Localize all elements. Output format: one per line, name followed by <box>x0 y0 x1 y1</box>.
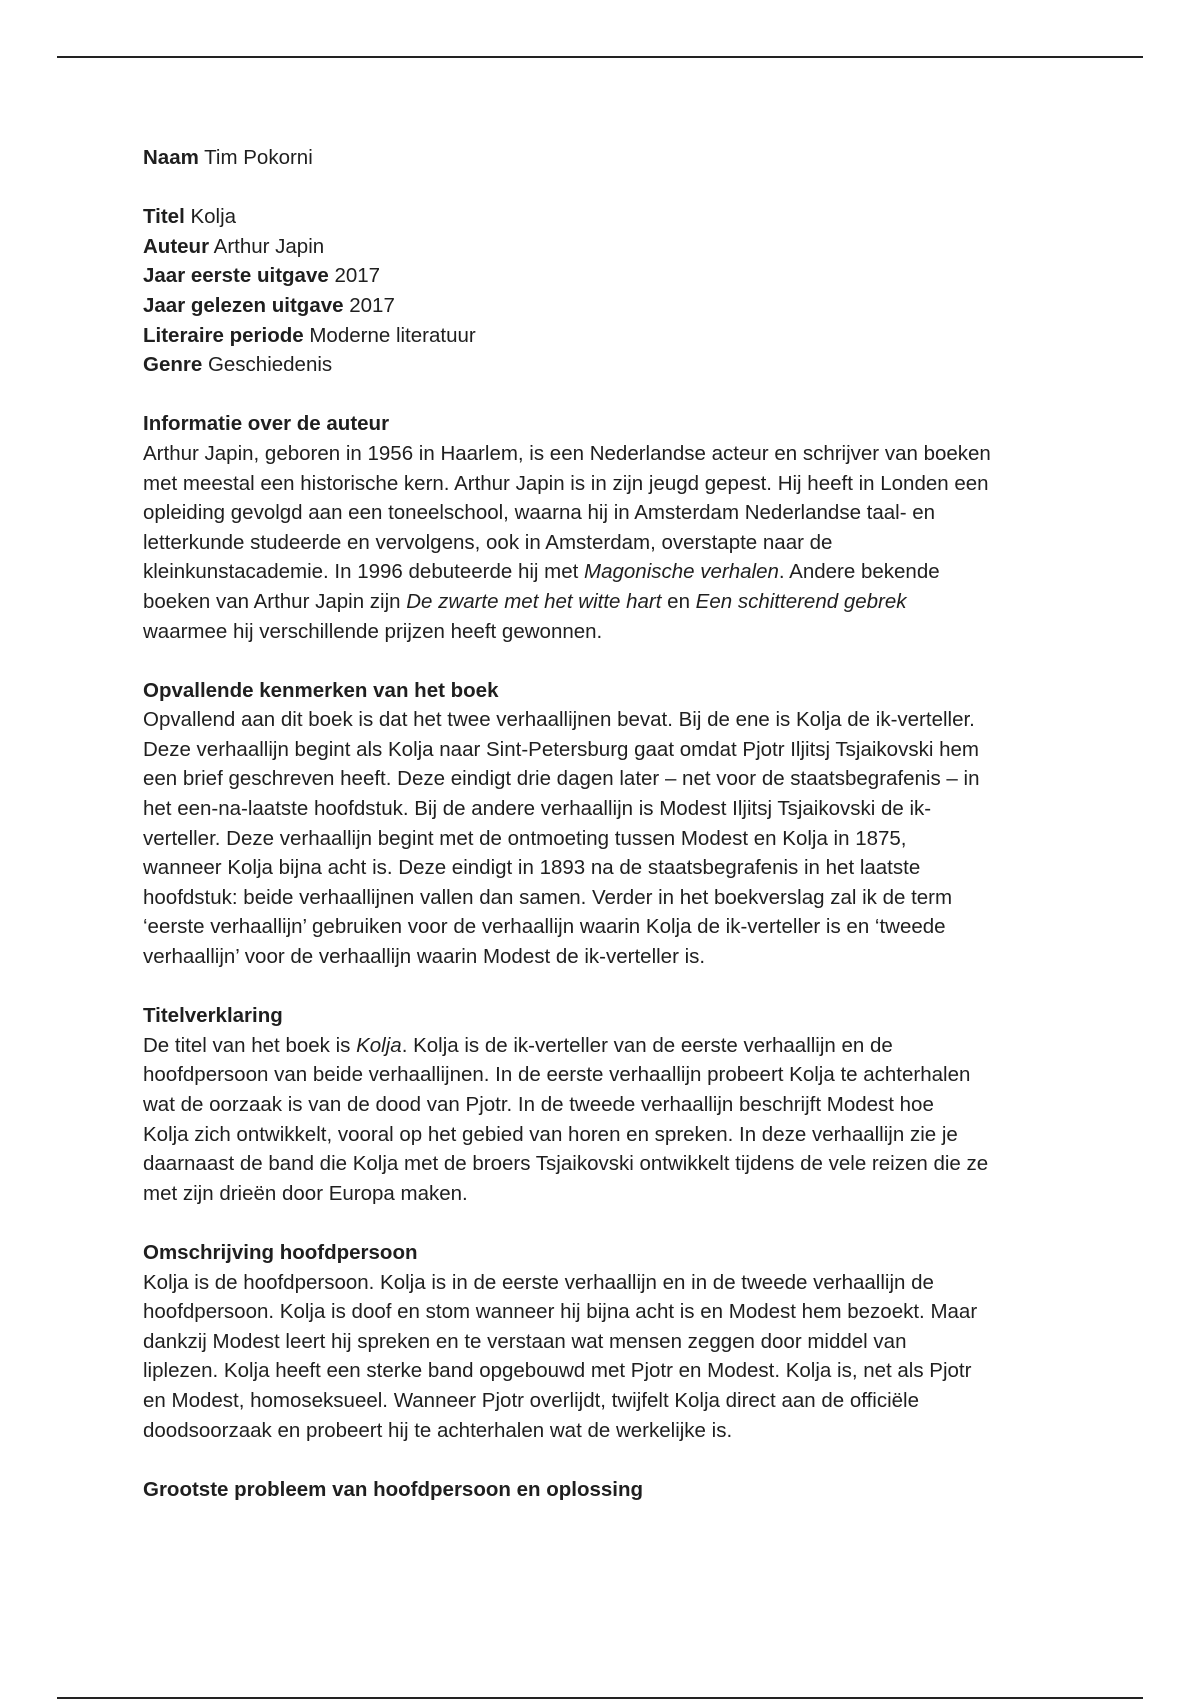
paragraph-line: hoofdpersoon van beide verhaallijnen. In de eerste verhaallijn probeert Kolja te achterhalen <box>143 1063 971 1087</box>
section-heading: Omschrijving hoofdpersoon <box>143 1240 418 1264</box>
paragraph-line: met zijn drieën door Europa maken. <box>143 1181 468 1205</box>
meta-auteur <box>143 232 1068 262</box>
meta-label: Literaire periode <box>143 323 304 347</box>
paragraph-line: dankzij Modest leert hij spreken en te verstaan wat mensen zeggen door middel van <box>143 1329 907 1353</box>
meta-value: 2017 <box>334 264 381 288</box>
footer-rule <box>57 1697 1143 1699</box>
meta-value: Tim Pokorni <box>204 146 313 169</box>
meta-label: Auteur <box>143 234 210 258</box>
section-probleem <box>143 1475 1068 1505</box>
paragraph-line: letterkunde studeerde en vervolgens, ook in Amsterdam, overstapte naar de <box>143 530 833 554</box>
paragraph-line: met meestal een historische kern. Arthur Japin is in zijn jeugd gepest. Hij heeft in Londen een <box>143 471 989 495</box>
paragraph-line: het een-na-laatste hoofdstuk. Bij de andere verhaallijn is Modest Iljitsj Tsjaikovski de ik- <box>143 797 932 821</box>
meta-value: Moderne literatuur <box>309 323 476 347</box>
meta-naam <box>143 143 1068 173</box>
meta-jaar-gelezen-uitgave <box>143 291 1068 321</box>
meta-genre <box>143 350 1068 380</box>
section-heading: Grootste probleem van hoofdpersoon en oplossing <box>143 1477 644 1501</box>
paragraph-line: hoofdstuk: beide verhaallijnen vallen dan samen. Verder in het boekverslag zal ik de term <box>143 885 953 909</box>
section-titelverklaring <box>143 1001 1068 1208</box>
header-rule <box>57 56 1143 58</box>
paragraph-line: Kolja is de hoofdpersoon. Kolja is in de eerste verhaallijn en in de tweede verhaallijn de <box>143 1270 934 1294</box>
paragraph-line: Opvallend aan dit boek is dat het twee verhaallijnen bevat. Bij de ene is Kolja de ik-verteller. <box>143 708 975 732</box>
meta-literaire-periode <box>143 321 1068 351</box>
meta-label: Jaar gelezen uitgave <box>143 293 344 317</box>
meta-value: Geschiedenis <box>207 353 333 377</box>
paragraph-line: Kolja zich ontwikkelt, vooral op het gebied van horen en spreken. In deze verhaallijn zie je <box>143 1122 958 1146</box>
paragraph-line: daarnaast de band die Kolja met de broers Tsjaikovski ontwikkelt tijdens de vele reizen die ze <box>143 1152 989 1176</box>
section-auteur-info <box>143 409 1068 646</box>
paragraph-line: Arthur Japin, geboren in 1956 in Haarlem, is een Nederlandse acteur en schrijver van boeken <box>143 441 991 465</box>
section-kenmerken <box>143 676 1068 972</box>
paragraph-line: een brief geschreven heeft. Deze eindigt drie dagen later – net voor de staatsbegrafenis – in <box>143 767 980 791</box>
meta-value: Arthur Japin <box>213 234 325 258</box>
document-body <box>143 143 1068 1504</box>
section-heading: Titelverklaring <box>143 1004 283 1028</box>
paragraph-line: opleiding gevolgd aan een toneelschool, waarna hij in Amsterdam Nederlandse taal- en <box>143 501 936 525</box>
paragraph-line: boeken van Arthur Japin zijn De zwarte met het witte hart en Een schitterend gebrek <box>143 589 907 613</box>
meta-value: 2017 <box>349 293 395 317</box>
paragraph-line: wat de oorzaak is van de dood van Pjotr. In de tweede verhaallijn beschrijft Modest hoe <box>143 1093 934 1116</box>
book-metadata <box>143 202 1068 380</box>
meta-titel <box>143 202 1068 232</box>
book-title: Een schitterend gebrek <box>695 589 907 613</box>
book-title: Kolja <box>356 1033 402 1057</box>
paragraph-line: verhaallijn’ voor de verhaallijn waarin Modest de ik-verteller is. <box>143 945 706 969</box>
paragraph-line: ‘eerste verhaallijn’ gebruiken voor de verhaallijn waarin Kolja de ik-verteller is en ‘tweede <box>143 915 946 939</box>
paragraph-line: Deze verhaallijn begint als Kolja naar Sint-Petersburg gaat omdat Pjotr Iljitsj Tsjaikovski hem <box>143 737 979 761</box>
book-title: De zwarte met het witte hart <box>406 589 662 613</box>
paragraph-line: doodsoorzaak en probeert hij te achterhalen wat de werkelijke is. <box>143 1418 733 1442</box>
section-hoofdpersoon <box>143 1238 1068 1445</box>
paragraph-line: verteller. Deze verhaallijn begint met de ontmoeting tussen Modest en Kolja in 1875, <box>143 826 907 850</box>
paragraph-line: De titel van het boek is Kolja. Kolja is de ik-verteller van de eerste verhaallijn en de <box>143 1033 893 1057</box>
paragraph-line: waarmee hij verschillende prijzen heeft gewonnen. <box>143 619 603 643</box>
paragraph-line: en Modest, homoseksueel. Wanneer Pjotr overlijdt, twijfelt Kolja direct aan de officiële <box>143 1388 919 1412</box>
section-heading: Opvallende kenmerken van het boek <box>143 678 499 702</box>
paragraph-line: hoofdpersoon. Kolja is doof en stom wanneer hij bijna acht is en Modest hem bezoekt. Maar <box>143 1300 978 1324</box>
meta-value: Kolja <box>190 205 237 229</box>
meta-label: Titel <box>143 205 185 229</box>
section-heading: Informatie over de auteur <box>143 412 390 436</box>
meta-label: Jaar eerste uitgave <box>143 264 329 288</box>
meta-label: Naam <box>143 146 199 169</box>
paragraph-line: liplezen. Kolja heeft een sterke band opgebouwd met Pjotr en Modest. Kolja is, net als Pjotr <box>143 1359 972 1383</box>
meta-jaar-eerste-uitgave <box>143 261 1068 291</box>
meta-label: Genre <box>143 353 203 377</box>
paragraph-line: wanneer Kolja bijna acht is. Deze eindigt in 1893 na de staatsbegrafenis in het laatste <box>143 856 921 880</box>
paragraph-line: kleinkunstacademie. In 1996 debuteerde hij met Magonische verhalen. Andere bekende <box>143 560 940 584</box>
book-title: Magonische verhalen <box>584 560 779 584</box>
